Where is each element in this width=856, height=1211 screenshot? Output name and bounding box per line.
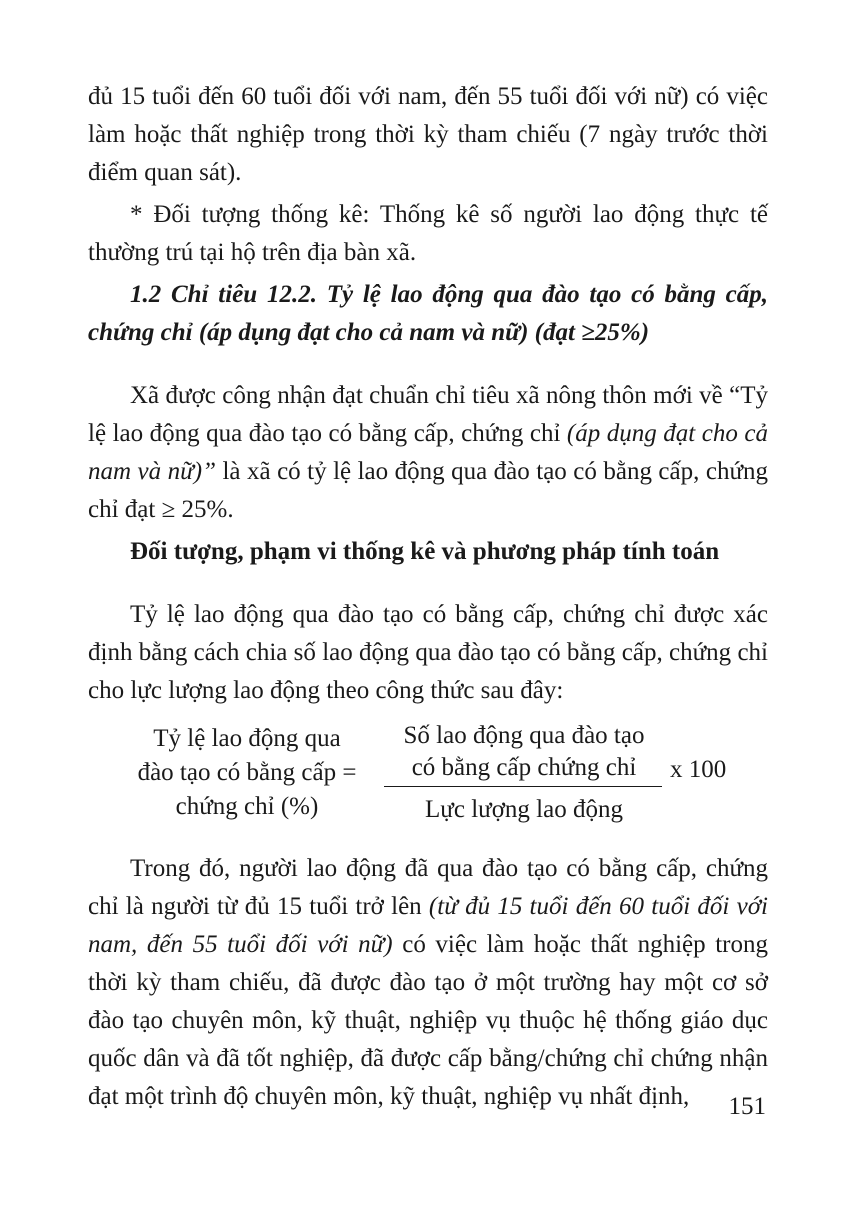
formula-numerator-line-1: Số lao động qua đào tạo	[403, 722, 645, 749]
paragraph-definition	[88, 850, 768, 1116]
formula-numerator	[384, 720, 664, 784]
recognition-text-part1: Xã được công nhận đạt chuẩn chỉ tiêu xã nông thôn mới về “Tỷ lệ lao động qua đào tạo có bằng cấp, chứng chỉ	[88, 382, 768, 447]
formula-left-line-2: đào tạo có bằng cấp =	[137, 759, 357, 786]
definition-text-part1: Trong đó, người lao động đã qua đào tạo có bằng cấp, chứng chỉ là người từ đủ 15 tuổi trở lên	[88, 855, 768, 920]
section-heading-method: Đối tượng, phạm vi thống kê và phương pháp tính toán	[130, 538, 720, 565]
page-number: 151	[728, 1093, 766, 1120]
recognition-text-part2: là xã có tỷ lệ lao động qua đào tạo có bằng cấp, chứng chỉ đạt ≥ 25%.	[88, 458, 769, 523]
formula-fraction-bar	[384, 786, 662, 787]
formula-denominator: Lực lượng lao động	[425, 796, 623, 823]
paragraph-method: Tỷ lệ lao động qua đào tạo có bằng cấp, chứng chỉ được xác định bằng cách chia số lao động qua đào tạo có bằng cấp, chứng chỉ cho lực lượng lao động theo công thức sau đây:	[88, 601, 768, 704]
formula-left-side	[116, 722, 378, 824]
paragraph-continuation: đủ 15 tuổi đến 60 tuổi đối với nam, đến 55 tuổi đối với nữ) có việc làm hoặc thất nghiệp trong thời kỳ tham chiếu (7 ngày trước thời điểm quan sát).	[88, 83, 768, 186]
section-heading-indicator: 1.2 Chỉ tiêu 12.2. Tỷ lệ lao động qua đào tạo có bằng cấp, chứng chỉ (áp dụng đạt cho cả nam và nữ) (đạt ≥25%)	[88, 281, 768, 346]
paragraph-recognition	[88, 377, 768, 529]
definition-text-italic: (từ đủ 15 tuổi đến 60 tuổi đối với nam, đến 55 tuổi đối với nữ)	[88, 893, 768, 958]
formula-numerator-line-2: có bằng cấp chứng chỉ	[411, 754, 637, 781]
recognition-text-italic: (áp dụng đạt cho cả nam và nữ)”	[88, 420, 768, 485]
formula-left-line-3: chứng chỉ (%)	[175, 793, 319, 820]
formula-multiplier: x 100	[670, 756, 727, 783]
formula-left-line-1: Tỷ lệ lao động qua	[153, 725, 341, 752]
formula	[88, 720, 768, 844]
paragraph-statistical-scope: * Đối tượng thống kê: Thống kê số người lao động thực tế thường trú tại hộ trên địa bàn xã.	[88, 201, 768, 266]
page-body	[88, 78, 768, 1116]
definition-text-part2: có việc làm hoặc thất nghiệp trong thời kỳ tham chiếu, đã được đào tạo ở một trường hay một cơ sở đào tạo chuyên môn, kỹ thuật, nghiệp vụ thuộc hệ thống giáo dục quốc dân và đã tốt nghiệp, đã được cấp bằng/chứng chỉ chứng nhận đạt một trình độ chuyên môn, kỹ thuật, nghiệp vụ nhất định,	[88, 931, 768, 1110]
